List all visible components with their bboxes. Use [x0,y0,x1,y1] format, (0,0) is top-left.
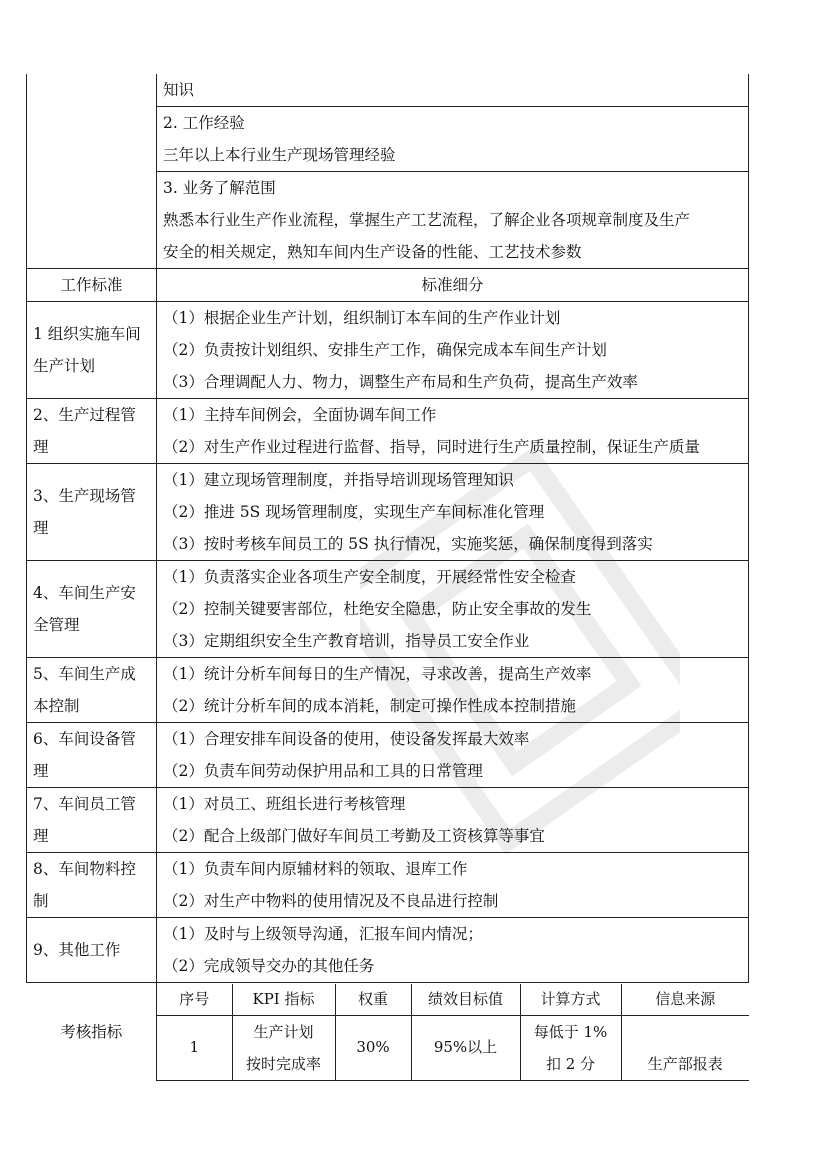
standard-item: （1）负责车间内原辅材料的领取、退库工作 [163,860,468,878]
standard-label: 2、生产过程管 [33,406,136,424]
kpi-label: 考核指标 [27,983,157,1082]
standard-row-8 [27,853,749,918]
standard-row-5 [27,658,749,723]
standard-label: 理 [33,438,49,456]
standard-item: （1）及时与上级领导沟通，汇报车间内情况； [163,925,483,943]
knowledge-row [27,74,749,107]
standard-label: 理 [33,762,49,780]
standard-item: （1）对员工、班组长进行考核管理 [163,795,406,813]
standard-item: （3）合理调配人力、物力，调整生产布局和生产负荷，提高生产效率 [163,373,638,391]
kpi-target: 95%以上 [411,1015,520,1080]
kpi-row [27,983,749,1082]
standard-row-3 [27,464,749,561]
header-work-standard: 工作标准 [27,269,157,302]
standard-item: （2）负责按计划组织、安排生产工作，确保完成本车间生产计划 [163,341,607,359]
standard-label: 8、车间物料控 [33,860,136,878]
kpi-header-source: 信息来源 [621,984,749,1016]
job-description-table [26,74,749,1081]
kpi-indicator-line-1: 生产计划 [253,1022,314,1041]
standard-item: （2）完成领导交办的其他任务 [163,957,375,975]
standard-item: （3）按时考核车间员工的 5S 执行情况，实施奖惩，确保制度得到落实 [163,535,653,553]
kpi-header-no: 序号 [157,984,232,1016]
standard-label: 理 [33,519,49,537]
standard-item: （1）统计分析车间每日的生产情况，寻求改善，提高生产效率 [163,665,592,683]
standard-item: （2）统计分析车间的成本消耗，制定可操作性成本控制措施 [163,697,576,715]
kpi-table [157,984,749,1081]
standard-item: （2）控制关键要害部位，杜绝安全隐患，防止安全事故的发生 [163,600,592,618]
standard-row-7 [27,788,749,853]
standard-label: 制 [33,892,49,910]
standards-header-row [27,269,749,302]
standard-row-4 [27,561,749,658]
header-standard-detail: 标准细分 [157,269,749,302]
standard-item: （2）对生产中物料的使用情况及不良品进行控制 [163,892,499,910]
kpi-method-line-2: 扣 2 分 [545,1054,596,1073]
standard-item: （2）配合上级部门做好车间员工考勤及工资核算等事宜 [163,827,545,845]
scope-line-2: 安全的相关规定，熟知车间内生产设备的性能、工艺技术参数 [163,243,582,261]
standard-label: 理 [33,827,49,845]
kpi-header-indicator: KPI 指标 [232,984,335,1016]
kpi-header-target: 绩效目标值 [411,984,520,1016]
scope-title: 3. 业务了解范围 [163,179,276,197]
kpi-no: 1 [157,1015,232,1080]
standard-item: （1）根据企业生产计划，组织制订本车间的生产作业计划 [163,309,561,327]
kpi-method-line-1: 每低于 1% [533,1022,608,1041]
standard-item: （2）负责车间劳动保护用品和工具的日常管理 [163,762,483,780]
kpi-data-row [157,1015,749,1080]
standard-row-6 [27,723,749,788]
standard-label: 1 组织实施车间 [33,325,141,343]
standard-row-2 [27,399,749,464]
standard-row-9 [27,918,749,983]
kpi-header-method: 计算方式 [520,984,621,1016]
kpi-header-row [157,984,749,1016]
standard-item: （1）负责落实企业各项生产安全制度，开展经常性安全检查 [163,568,576,586]
qualification-label-cell [27,74,157,269]
kpi-indicator-line-2: 按时完成率 [245,1054,321,1073]
standard-label: 6、车间设备管 [33,730,136,748]
standard-item: （3）定期组织安全生产教育培训，指导员工安全作业 [163,632,530,650]
standard-label: 生产计划 [33,357,96,375]
standard-label: 4、车间生产安 [33,584,136,602]
kpi-table-cell [157,983,749,1082]
experience-title: 2. 工作经验 [163,114,245,132]
scope-line-1: 熟悉本行业生产作业流程，掌握生产工艺流程，了解企业各项规章制度及生产 [163,211,691,229]
experience-text: 三年以上本行业生产现场管理经验 [163,146,396,164]
kpi-header-weight: 权重 [335,984,411,1016]
standard-item: （1）建立现场管理制度，并指导培训现场管理知识 [163,471,514,489]
standard-label: 3、生产现场管 [33,487,136,505]
standard-label: 全管理 [33,616,80,634]
standard-item: （2）对生产作业过程进行监督、指导，同时进行生产质量控制，保证生产质量 [163,438,700,456]
kpi-source: 生产部报表 [621,1015,749,1080]
standard-item: （1）合理安排车间设备的使用，使设备发挥最大效率 [163,730,530,748]
standard-label: 本控制 [33,697,80,715]
standard-item: （2）推进 5S 现场管理制度，实现生产车间标准化管理 [163,503,545,521]
standard-item: （1）主持车间例会，全面协调车间工作 [163,406,437,424]
standard-label: 9、其他工作 [33,941,121,959]
standard-label: 5、车间生产成 [33,665,136,683]
standard-label: 7、车间员工管 [33,795,136,813]
knowledge-text: 知识 [163,81,195,99]
standard-row-1 [27,302,749,399]
kpi-weight: 30% [335,1015,411,1080]
